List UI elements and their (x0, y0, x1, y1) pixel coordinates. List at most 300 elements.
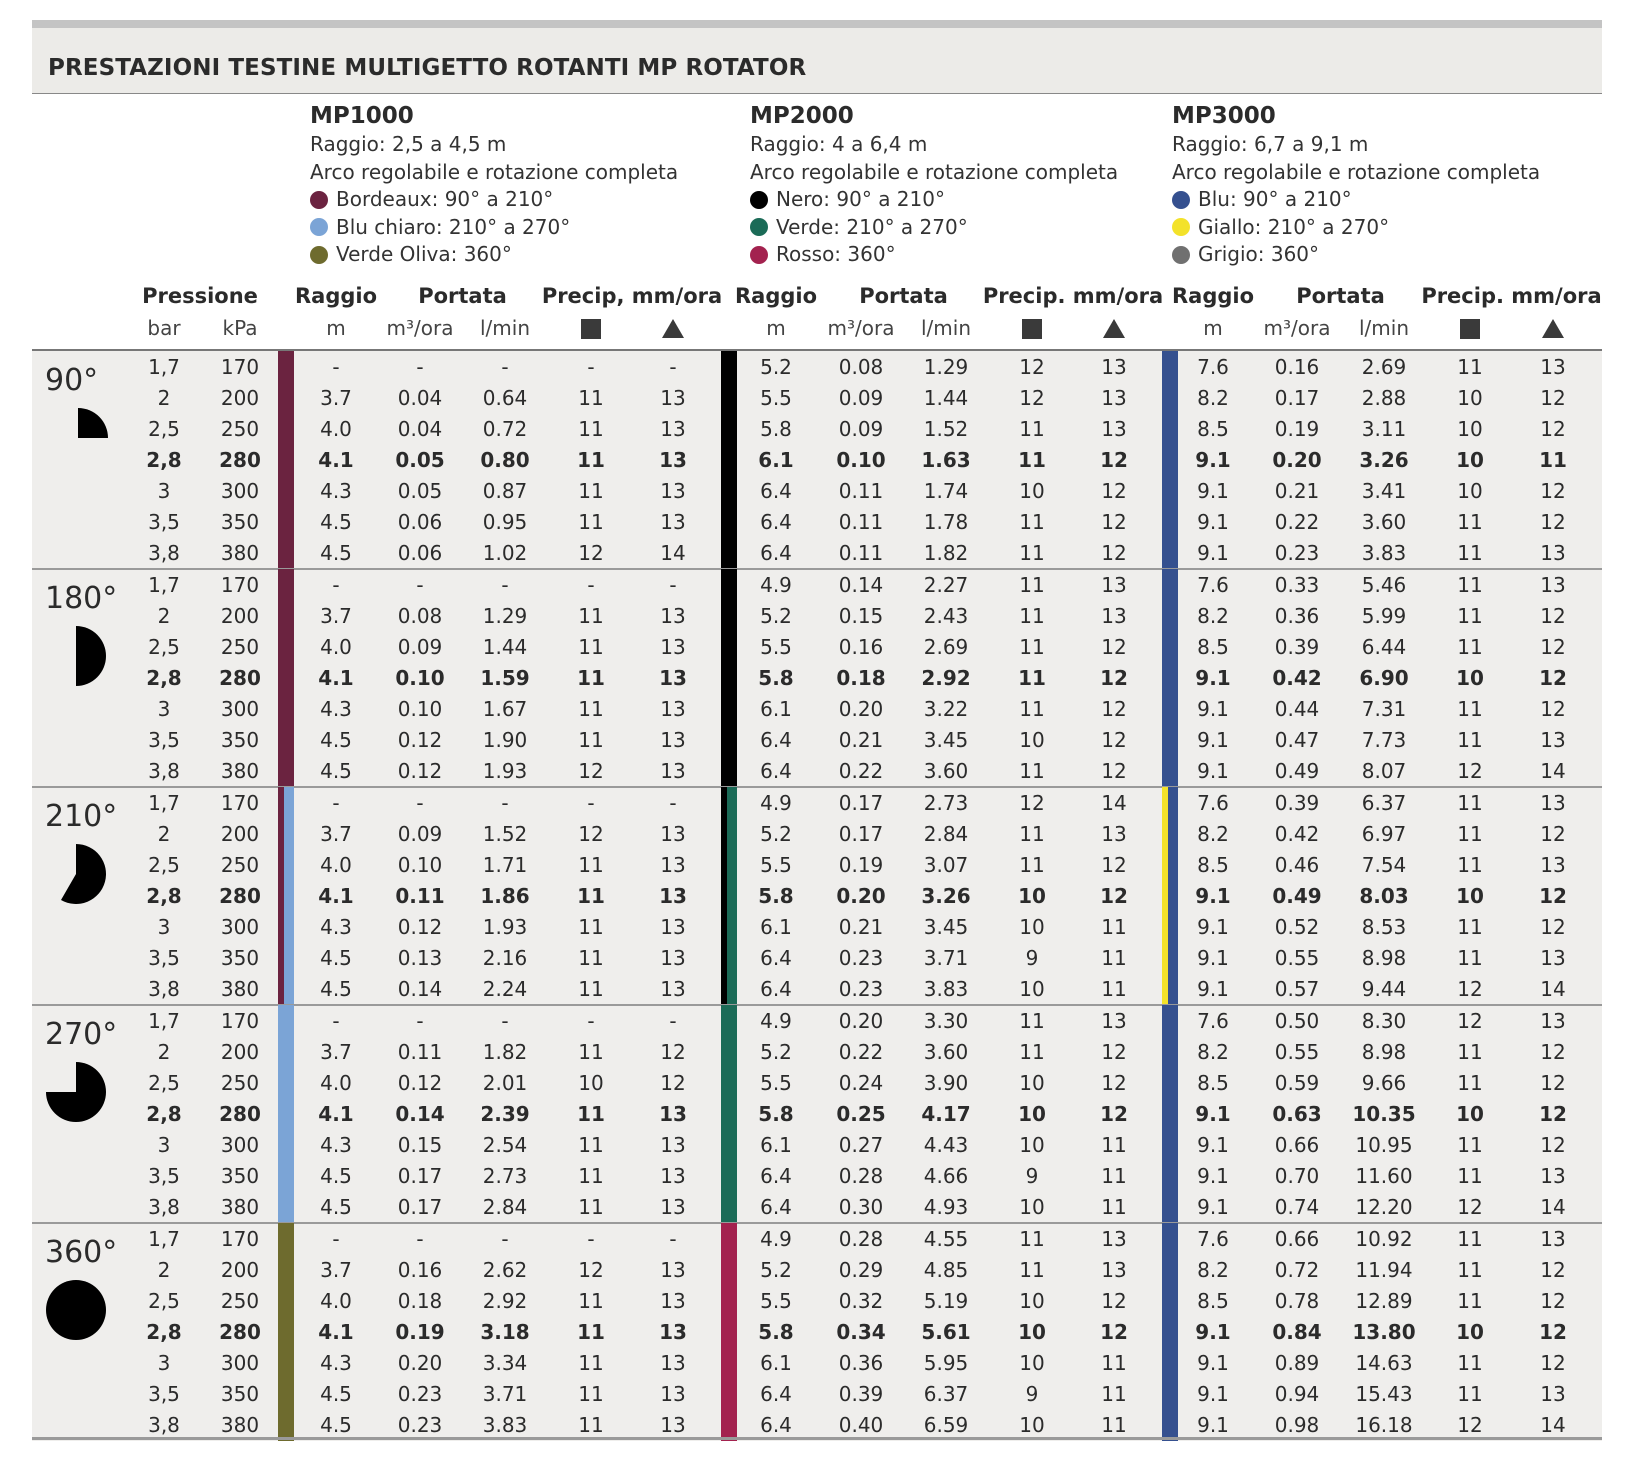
table-cell: 0.98 (1274, 1413, 1320, 1437)
block-separator (32, 786, 1602, 788)
table-cell: 380 (220, 1195, 260, 1219)
table-cell: 11 (1019, 759, 1045, 783)
table-cell: 9.1 (1197, 479, 1229, 503)
table-cell: 380 (220, 1413, 260, 1437)
table-cell: 13 (660, 1289, 686, 1313)
table-cell: 11 (578, 697, 604, 721)
table-cell: 280 (219, 1102, 261, 1126)
table-cell: 0.24 (838, 1071, 884, 1095)
table-cell: 2.92 (921, 666, 971, 690)
table-cell: 12 (1019, 355, 1045, 379)
table-cell: 10 (1456, 884, 1484, 908)
table-cell: 10 (1019, 1071, 1045, 1095)
table-cell: 3.07 (923, 853, 969, 877)
table-cell: 0.94 (1274, 1382, 1320, 1406)
table-cell: 200 (220, 1258, 260, 1282)
arc-angle-label: 210° (45, 799, 118, 834)
table-cell: 3 (157, 1351, 171, 1375)
table-cell: 1.90 (482, 728, 528, 752)
nozzle-option (310, 186, 678, 214)
table-cell: 1,7 (148, 573, 180, 597)
table-cell: 12 (1540, 1289, 1566, 1313)
product-name: MP1000 (310, 103, 414, 129)
table-cell: 0.72 (482, 417, 528, 441)
arc-90-icon (46, 406, 110, 470)
table-cell: 10 (1019, 1351, 1045, 1375)
table-cell: 7.31 (1361, 697, 1407, 721)
bottom-rule (32, 1437, 1602, 1440)
table-cell: 280 (219, 1320, 261, 1344)
table-cell: 3.22 (923, 697, 969, 721)
table-cell: - (501, 1227, 509, 1251)
table-cell: 12 (1540, 510, 1566, 534)
table-cell: 6.97 (1361, 822, 1407, 846)
table-cell: 3.7 (320, 822, 352, 846)
table-cell: 0.11 (838, 541, 884, 565)
table-cell: 2.69 (923, 635, 969, 659)
table-cell: 11 (1457, 728, 1483, 752)
table-cell: 0.14 (395, 1102, 445, 1126)
table-cell: 0.19 (395, 1320, 445, 1344)
table-cell: 0.14 (838, 573, 884, 597)
table-cell: 12 (1540, 635, 1566, 659)
table-cell: 6.4 (760, 479, 792, 503)
table-cell: 0.11 (838, 510, 884, 534)
table-cell: 13 (660, 386, 686, 410)
table-cell: 11 (1018, 666, 1046, 690)
table-cell: 9.1 (1197, 1351, 1229, 1375)
table-cell: 0.23 (838, 977, 884, 1001)
table-cell: 2 (157, 1040, 171, 1064)
table-cell: 200 (220, 604, 260, 628)
table-cell: 11 (1019, 1040, 1045, 1064)
table-cell: 9.1 (1197, 915, 1229, 939)
table-cell: 4.5 (320, 1382, 352, 1406)
color-dot-icon (310, 246, 328, 264)
table-cell: 15.43 (1355, 1382, 1413, 1406)
product-radius: Raggio: 6,7 a 9,1 m (1172, 132, 1369, 156)
table-cell: 11 (1101, 1133, 1127, 1157)
table-cell: 0.12 (397, 1071, 443, 1095)
table-cell: 6.1 (758, 448, 794, 472)
table-cell: 300 (220, 697, 260, 721)
table-cell: 12 (578, 1258, 604, 1282)
table-cell: 1.44 (482, 635, 528, 659)
table-cell: 0.57 (1274, 977, 1320, 1001)
table-cell: 11 (1457, 1227, 1483, 1251)
table-cell: 6.4 (760, 510, 792, 534)
table-cell: 11 (578, 946, 604, 970)
color-dot-icon (310, 218, 328, 236)
table-cell: 0.12 (397, 759, 443, 783)
table-cell: 7.6 (1197, 791, 1229, 815)
table-cell: 0.12 (397, 915, 443, 939)
table-cell: 13 (660, 1351, 686, 1375)
table-cell: 12 (1101, 1040, 1127, 1064)
page-title: PRESTAZIONI TESTINE MULTIGETTO ROTANTI MP ROTATOR (48, 55, 807, 81)
nozzle-option-label: Blu chiaro: 210° a 270° (336, 214, 571, 239)
table-cell: 5.19 (923, 1289, 969, 1313)
table-cell: 3.83 (482, 1413, 528, 1437)
table-cell: 0.06 (397, 541, 443, 565)
table-cell: 0.42 (1272, 666, 1322, 690)
table-cell: 13 (1540, 573, 1566, 597)
table-cell: 0.09 (397, 822, 443, 846)
table-cell: 10 (1457, 417, 1483, 441)
table-cell: 2.16 (482, 946, 528, 970)
table-cell: 8.53 (1361, 915, 1407, 939)
table-cell: - (669, 573, 677, 597)
nozzle-option-label: Bordeaux: 90° a 210° (336, 187, 554, 211)
table-cell: 0.29 (838, 1258, 884, 1282)
table-cell: 6.1 (760, 915, 792, 939)
table-cell: 5.2 (760, 355, 792, 379)
table-cell: 3.26 (921, 884, 971, 908)
table-cell: 9.1 (1197, 510, 1229, 534)
table-cell: 250 (220, 635, 260, 659)
header-kpa: kPa (222, 316, 258, 340)
table-cell: 8.98 (1361, 1040, 1407, 1064)
table-cell: 11 (1457, 1258, 1483, 1282)
table-cell: 4.66 (923, 1164, 969, 1188)
table-cell: 10 (1019, 1133, 1045, 1157)
product-mp1000 (310, 101, 678, 269)
table-cell: 12 (1457, 759, 1483, 783)
table-cell: 0.72 (1274, 1258, 1320, 1282)
table-cell: 12 (1101, 728, 1127, 752)
table-cell: 4.5 (320, 510, 352, 534)
table-cell: 4.5 (320, 541, 352, 565)
table-cell: 13 (1101, 822, 1127, 846)
table-cell: 8.98 (1361, 946, 1407, 970)
table-cell: 4.5 (320, 1195, 352, 1219)
table-cell: 12 (1101, 635, 1127, 659)
table-cell: 0.11 (397, 1040, 443, 1064)
table-cell: 8.07 (1361, 759, 1407, 783)
table-cell: 200 (220, 822, 260, 846)
table-cell: 10 (1456, 448, 1484, 472)
header-raggio: Raggio (734, 284, 818, 308)
table-cell: - (587, 791, 595, 815)
table-cell: 6.4 (760, 1164, 792, 1188)
table-cell: 13 (660, 759, 686, 783)
table-cell: 8.2 (1197, 822, 1229, 846)
table-cell: 14 (1540, 759, 1566, 783)
table-cell: 0.70 (1274, 1164, 1320, 1188)
table-cell: 8.30 (1361, 1009, 1407, 1033)
table-cell: 350 (220, 728, 260, 752)
table-cell: 6.4 (760, 1382, 792, 1406)
table-cell: - (416, 355, 424, 379)
table-cell: 0.46 (1274, 853, 1320, 877)
table-cell: 12 (1540, 915, 1566, 939)
table-cell: 3.26 (1359, 448, 1409, 472)
table-cell: 250 (220, 1289, 260, 1313)
table-cell: 11 (1019, 573, 1045, 597)
table-cell: 8.5 (1197, 1289, 1229, 1313)
table-cell: 280 (219, 666, 261, 690)
table-cell: 1.29 (482, 604, 528, 628)
table-cell: 6.44 (1361, 635, 1407, 659)
table-cell: 11 (1019, 1258, 1045, 1282)
table-cell: 11 (577, 1320, 605, 1344)
table-cell: 0.15 (397, 1133, 443, 1157)
table-cell: - (416, 791, 424, 815)
table-cell: 0.59 (1274, 1071, 1320, 1095)
table-cell: 6.4 (760, 946, 792, 970)
table-cell: 12 (1540, 1133, 1566, 1157)
table-cell: 9.1 (1197, 977, 1229, 1001)
table-cell: 12 (1101, 759, 1127, 783)
table-cell: 11 (578, 386, 604, 410)
table-cell: 11 (578, 853, 604, 877)
table-cell: 11 (1101, 946, 1127, 970)
table-cell: 3.7 (320, 604, 352, 628)
table-cell: 300 (220, 479, 260, 503)
table-cell: 0.27 (838, 1133, 884, 1157)
table-cell: 12 (1101, 1289, 1127, 1313)
table-cell: 0.28 (838, 1164, 884, 1188)
table-cell: 12 (660, 1040, 686, 1064)
nozzle-option (750, 186, 1118, 214)
table-cell: 3,8 (148, 1413, 180, 1437)
block-separator (32, 568, 1602, 570)
arc-angle-label: 270° (45, 1017, 118, 1052)
table-cell: 10 (1457, 386, 1483, 410)
table-cell: 0.66 (1274, 1133, 1320, 1157)
table-cell: 5.5 (760, 853, 792, 877)
table-cell: 10 (1018, 1102, 1046, 1126)
table-cell: 2.54 (482, 1133, 528, 1157)
table-cell: 0.66 (1274, 1227, 1320, 1251)
table-cell: 13 (660, 728, 686, 752)
table-cell: 11 (578, 1195, 604, 1219)
table-cell: 11 (578, 915, 604, 939)
table-cell: 5.61 (921, 1320, 971, 1344)
table-cell: 0.63 (1272, 1102, 1322, 1126)
table-cell: 11 (578, 417, 604, 441)
table-cell: 1.02 (482, 541, 528, 565)
table-cell: 11 (577, 666, 605, 690)
table-cell: 5.5 (760, 386, 792, 410)
table-cell: 6.4 (760, 728, 792, 752)
table-cell: 3.83 (923, 977, 969, 1001)
table-cell: - (501, 355, 509, 379)
table-cell: 170 (220, 791, 260, 815)
table-cell: 0.09 (838, 386, 884, 410)
table-cell: 11.60 (1355, 1164, 1413, 1188)
table-cell: 9.1 (1197, 728, 1229, 752)
table-cell: 4.3 (320, 1351, 352, 1375)
table-cell: 7.54 (1361, 853, 1407, 877)
title-bar (32, 20, 1602, 94)
table-cell: 4.1 (318, 884, 354, 908)
table-cell: 12 (1540, 1258, 1566, 1282)
table-cell: 7.6 (1197, 573, 1229, 597)
table-cell: 13 (660, 417, 686, 441)
table-cell: 3.7 (320, 386, 352, 410)
table-cell: 1.44 (923, 386, 969, 410)
nozzle-option (310, 241, 678, 269)
table-cell: 9.1 (1195, 666, 1231, 690)
table-cell: 6.4 (760, 759, 792, 783)
table-cell: 11 (578, 635, 604, 659)
table-cell: 3 (157, 697, 171, 721)
table-cell: 9.1 (1197, 1413, 1229, 1437)
table-cell: - (332, 573, 340, 597)
table-cell: 9.1 (1195, 1102, 1231, 1126)
table-cell: 13 (1101, 604, 1127, 628)
table-cell: 9.1 (1197, 1195, 1229, 1219)
table-cell: 3 (157, 915, 171, 939)
table-cell: 0.04 (397, 417, 443, 441)
table-cell: 2.27 (923, 573, 969, 597)
table-cell: 11 (1101, 1195, 1127, 1219)
table-cell: - (669, 791, 677, 815)
table-cell: 10 (1019, 1413, 1045, 1437)
table-cell: 12 (1540, 1071, 1566, 1095)
table-cell: 380 (220, 759, 260, 783)
table-cell: 0.16 (397, 1258, 443, 1282)
table-cell: 13 (660, 479, 686, 503)
table-cell: 4.85 (923, 1258, 969, 1282)
table-cell: 11 (1457, 541, 1483, 565)
table-cell: 0.17 (838, 822, 884, 846)
table-cell: 250 (220, 1071, 260, 1095)
table-cell: 13 (659, 1102, 687, 1126)
table-cell: 12 (1101, 479, 1127, 503)
table-cell: 13 (1101, 1227, 1127, 1251)
table-cell: 3,8 (148, 759, 180, 783)
table-cell: 12 (1101, 853, 1127, 877)
table-cell: 9.1 (1197, 759, 1229, 783)
header-precip: Precip, mm/ora (541, 284, 723, 308)
table-cell: 12 (1540, 822, 1566, 846)
table-cell: 12 (1540, 386, 1566, 410)
table-cell: 12 (1540, 1040, 1566, 1064)
table-cell: 1.67 (482, 697, 528, 721)
table-cell: 11 (1457, 697, 1483, 721)
table-cell: 11 (1457, 1040, 1483, 1064)
table-cell: 12 (1101, 541, 1127, 565)
table-cell: 11 (578, 1351, 604, 1375)
table-cell: 4.43 (923, 1133, 969, 1157)
table-cell: 7.73 (1361, 728, 1407, 752)
table-cell: 1.52 (923, 417, 969, 441)
table-cell: 170 (220, 355, 260, 379)
table-cell: 11 (1019, 697, 1045, 721)
table-cell: 5.8 (758, 1102, 794, 1126)
table-cell: 0.22 (838, 759, 884, 783)
table-cell: 10 (1019, 1195, 1045, 1219)
table-cell: 2.39 (480, 1102, 530, 1126)
table-cell: 11 (1018, 448, 1046, 472)
table-cell: 11 (1457, 1164, 1483, 1188)
table-cell: 2.92 (482, 1289, 528, 1313)
table-cell: 13 (659, 666, 687, 690)
table-cell: 3.7 (320, 1258, 352, 1282)
table-cell: 8.2 (1197, 1040, 1229, 1064)
table-cell: - (669, 1227, 677, 1251)
table-cell: 3.90 (923, 1071, 969, 1095)
table-cell: 12 (1100, 1102, 1128, 1126)
table-cell: 3.30 (923, 1009, 969, 1033)
table-cell: 6.59 (923, 1413, 969, 1437)
table-cell: 12 (1540, 604, 1566, 628)
table-cell: 0.23 (397, 1413, 443, 1437)
table-cell: 10 (1457, 479, 1483, 503)
table-cell: 11 (1457, 1351, 1483, 1375)
nozzle-option (310, 214, 678, 242)
color-dot-icon (750, 191, 768, 209)
table-cell: 200 (220, 1040, 260, 1064)
table-cell: 0.20 (1272, 448, 1322, 472)
header-m: m (766, 316, 786, 340)
table-cell: 0.05 (397, 479, 443, 503)
table-cell: 12 (1540, 697, 1566, 721)
table-cell: - (501, 1009, 509, 1033)
table-cell: 14 (660, 541, 686, 565)
nozzle-option-label: Blu: 90° a 210° (1198, 187, 1352, 211)
table-cell: 1,7 (148, 1227, 180, 1251)
nozzle-option-label: Giallo: 210° a 270° (1198, 214, 1390, 239)
table-cell: 3.18 (480, 1320, 530, 1344)
table-cell: 0.10 (397, 697, 443, 721)
table-cell: 2,5 (148, 1289, 180, 1313)
table-cell: 11 (578, 604, 604, 628)
header-m3-ora: m³/ora (386, 316, 454, 340)
table-cell: 12 (1101, 510, 1127, 534)
table-cell: 12 (578, 822, 604, 846)
table-cell: 2.84 (482, 1195, 528, 1219)
table-cell: 0.17 (838, 791, 884, 815)
table-cell: 11 (1457, 604, 1483, 628)
product-arc-note: Arco regolabile e rotazione completa (310, 159, 679, 184)
table-cell: 12 (1457, 1413, 1483, 1437)
table-cell: 6.4 (760, 1413, 792, 1437)
table-cell: 13 (659, 448, 687, 472)
square-spacing-icon (581, 319, 601, 339)
table-cell: 2.88 (1361, 386, 1407, 410)
table-cell: 0.22 (1274, 510, 1320, 534)
table-cell: 12 (1457, 1195, 1483, 1219)
table-cell: 3 (157, 1133, 171, 1157)
table-cell: 2 (157, 1258, 171, 1282)
table-cell: 12 (1539, 884, 1567, 908)
table-cell: 13 (660, 604, 686, 628)
table-cell: 3,5 (148, 946, 180, 970)
table-cell: 0.20 (397, 1351, 443, 1375)
table-cell: 2.43 (923, 604, 969, 628)
table-cell: 10 (1019, 728, 1045, 752)
table-cell: 11 (578, 1133, 604, 1157)
table-cell: 5.99 (1361, 604, 1407, 628)
table-cell: 13 (1540, 728, 1566, 752)
table-cell: 12 (660, 1071, 686, 1095)
table-cell: 0.50 (1274, 1009, 1320, 1033)
table-cell: 300 (220, 1133, 260, 1157)
table-cell: 2,8 (146, 884, 182, 908)
table-cell: 3.34 (482, 1351, 528, 1375)
table-cell: 11 (1019, 510, 1045, 534)
table-cell: 2,8 (146, 1320, 182, 1344)
table-cell: 7.6 (1197, 355, 1229, 379)
table-cell: 10 (1018, 1320, 1046, 1344)
table-cell: 6.37 (1361, 791, 1407, 815)
header-portata: Portata (859, 284, 948, 308)
arc-270-icon (44, 1060, 108, 1124)
table-cell: 13 (1101, 417, 1127, 441)
